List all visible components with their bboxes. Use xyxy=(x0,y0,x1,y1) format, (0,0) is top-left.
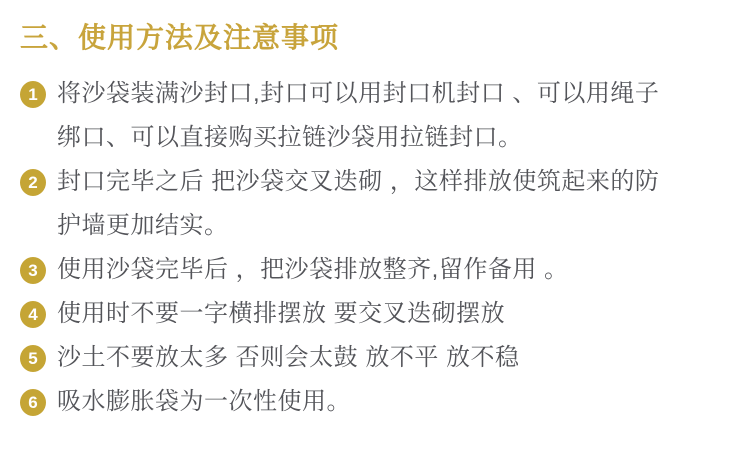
badge-number: 6 xyxy=(28,392,38,412)
item-text xyxy=(57,160,659,248)
text-line: 将沙袋装满沙封口,封口可以用封口机封口 、可以用绳子 xyxy=(57,80,660,107)
text-line: 吸水膨胀袋为一次性使用。 xyxy=(57,388,351,415)
number-badge-2 xyxy=(20,169,46,196)
number-badge-4 xyxy=(20,301,46,328)
item-text xyxy=(57,380,351,424)
number-badge-6 xyxy=(20,389,46,416)
text-line: 护墙更加结实。 xyxy=(57,212,229,239)
badge-number: 5 xyxy=(28,348,38,368)
instruction-item-6 xyxy=(0,380,750,424)
instruction-item-5 xyxy=(0,336,750,380)
section-title: 三、使用方法及注意事项 xyxy=(20,22,340,53)
text-line: 使用沙袋完毕后 ，把沙袋排放整齐,留作备用 。 xyxy=(57,256,569,283)
text-line: 绑口、可以直接购买拉链沙袋用拉链封口。 xyxy=(57,124,523,151)
item-text xyxy=(57,248,569,292)
badge-number: 1 xyxy=(28,84,38,104)
text-line: 使用时不要一字横排摆放 要交叉迭砌摆放 xyxy=(57,300,506,327)
badge-number: 2 xyxy=(28,172,38,192)
badge-number: 3 xyxy=(28,260,38,280)
number-badge-3 xyxy=(20,257,46,284)
number-badge-1 xyxy=(20,81,46,108)
badge-number: 4 xyxy=(28,304,38,324)
item-text xyxy=(57,72,659,160)
item-text xyxy=(57,336,520,380)
number-badge-5 xyxy=(20,345,46,372)
instruction-item-3 xyxy=(0,248,750,292)
item-text xyxy=(57,292,505,336)
text-line: 封口完毕之后 把沙袋交叉迭砌 ，这样排放使筑起来的防 xyxy=(57,168,660,195)
instruction-item-1 xyxy=(0,72,750,160)
instruction-item-4 xyxy=(0,292,750,336)
instruction-list xyxy=(0,72,750,424)
text-line: 沙土不要放太多 否则会太鼓 放不平 放不稳 xyxy=(57,344,520,371)
instruction-item-2 xyxy=(0,160,750,248)
